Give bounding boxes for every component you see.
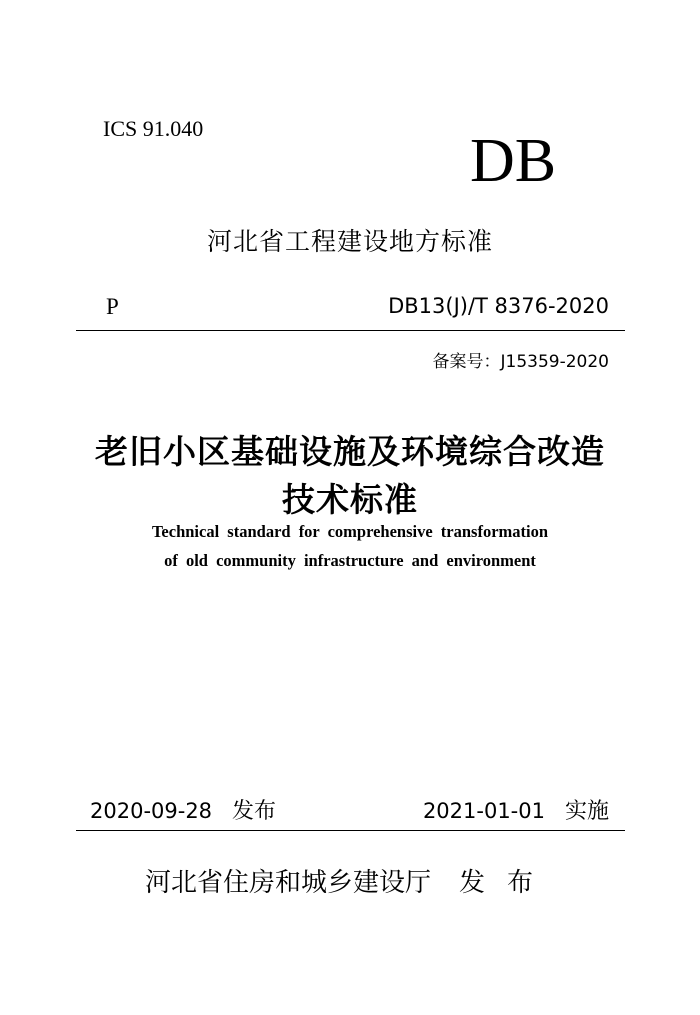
issue-date: 2020-09-28 bbox=[90, 799, 213, 823]
record-number: 备案号：J15359-2020 bbox=[432, 352, 609, 372]
effective-label: 实施 bbox=[564, 799, 609, 824]
db-standard-mark: DB bbox=[470, 127, 557, 195]
ics-code: ICS 91.040 bbox=[103, 116, 204, 141]
top-divider bbox=[76, 330, 625, 331]
title-zh-line2: 技术标准 bbox=[282, 480, 418, 519]
title-zh-line1: 老旧小区基础设施及环境综合改造 bbox=[95, 432, 605, 471]
standard-type-heading: 河北省工程建设地方标准 bbox=[206, 227, 493, 256]
effective-date-group bbox=[423, 794, 609, 825]
title-en-line1: Technical standard for comprehensive transformation bbox=[151, 522, 549, 541]
issue-label: 发布 bbox=[232, 799, 277, 824]
issue-date-group bbox=[90, 794, 276, 825]
publisher-name: 河北省住房和城乡建设厅 bbox=[144, 868, 431, 898]
publisher-line bbox=[0, 862, 700, 899]
standard-number: DB13(J)/T 8376-2020 bbox=[388, 294, 609, 318]
bottom-divider bbox=[76, 830, 625, 831]
title-en-line2: of old community infrastructure and environment bbox=[164, 551, 536, 570]
publisher-action: 发布 bbox=[459, 868, 556, 898]
effective-date: 2021-01-01 bbox=[422, 799, 545, 823]
category-code: P bbox=[106, 294, 119, 319]
